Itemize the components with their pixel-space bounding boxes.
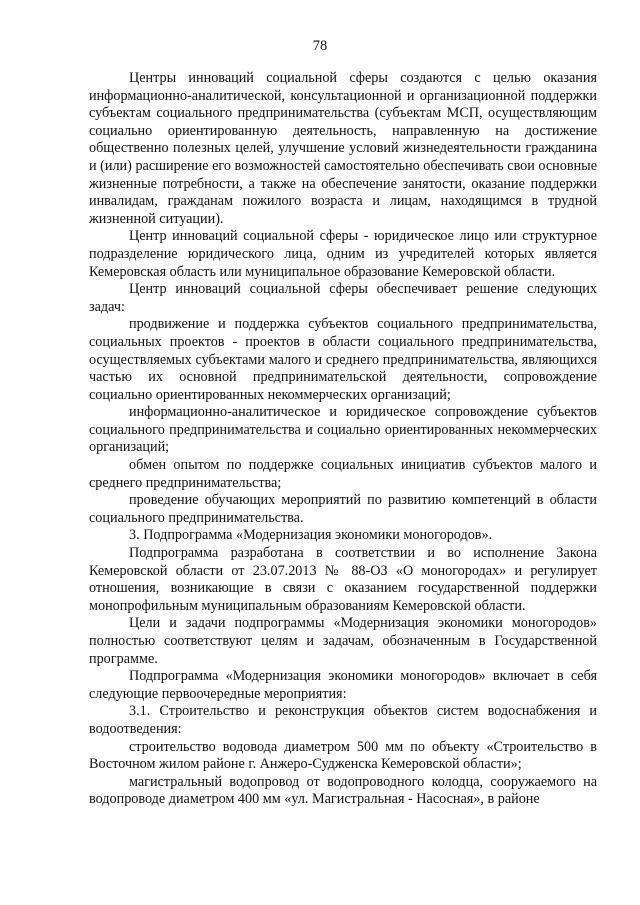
list-item-task-training: проведение обучающих мероприятий по развитию компетенций в области социального предпринимательства. [89, 492, 597, 526]
list-item-task-experience-exchange: обмен опытом по поддержке социальных инициатив субъектов малого и среднего предпринимательства; [89, 457, 597, 491]
paragraph-subprogram-goals: Цели и задачи подпрограммы «Модернизация экономики моногородов» полностью соответствуют целям и задачам, обозначенным в Государственной программе. [89, 615, 597, 667]
paragraph-center-tasks-intro: Центр инноваций социальной сферы обеспечивает решение следующих задач: [89, 281, 597, 315]
list-item-water-main-500: строительство водовода диаметром 500 мм по объекту «Строительство в Восточном жилом районе г. Анжеро-Судженска Кемеровской области»; [89, 738, 597, 773]
paragraph-subprogram-measures-intro: Подпрограмма «Модернизация экономики моногородов» включает в себя следующие первоочередные мероприятия: [89, 668, 597, 702]
page-number: 78 [312, 38, 328, 54]
list-item-task-promotion: продвижение и поддержка субъектов социального предпринимательства, социальных проектов - проектов в области социального предпринимательства, осуществляемых субъектами малого и среднего предпринимательства, являющихся частью их основной предпринимательской деятельности, сопровождение социально ориентированных некоммерческих организаций; [89, 316, 597, 403]
paragraph-centers-purpose: Центры инноваций социальной сферы создаются с целью оказания информационно-аналитической, консультационной и организационной поддержки субъектам социального предпринимательства (субъектам МСП, осуществляющим социально ориентированную деятельность, направленную на достижение общественно полезных целей, улучшение условий жизнедеятельности гражданина и (или) расширение его возможностей самостоятельно обеспечивать свои основные жизненные потребности, а также на обеспечение занятости, оказание поддержки инвалидам, гражданам пожилого возраста и лицам, находящимся в трудной жизненной ситуации). [89, 70, 597, 227]
list-item-main-water-pipeline: магистральный водопровод от водопроводного колодца, сооружаемого на водопроводе диаметром 400 мм «ул. Магистральная - Насосная», в районе [89, 773, 597, 808]
section-heading-subprogram-3: 3. Подпрограмма «Модернизация экономики моногородов». [129, 527, 493, 544]
paragraph-subprogram-basis: Подпрограмма разработана в соответствии и во исполнение Закона Кемеровской области от 23.07.2013 № 88-ОЗ «О моногородах» и регулирует отношения, возникающие в связи с оказанием государственной поддержки монопрофильным муниципальным образованиям Кемеровской области. [89, 545, 597, 614]
subsection-heading-3-1: 3.1. Строительство и реконструкция объектов систем водоснабжения и водоотведения: [89, 703, 597, 737]
document-body [89, 70, 597, 809]
list-item-task-legal-support: информационно-аналитическое и юридическое сопровождение субъектов социального предпринимательства и социально ориентированных некоммерческих организаций; [89, 404, 597, 456]
paragraph-center-definition: Центр инноваций социальной сферы - юридическое лицо или структурное подразделение юридического лица, одним из учредителей которых является Кемеровская область или муниципальное образование Кемеровской области. [89, 228, 597, 280]
